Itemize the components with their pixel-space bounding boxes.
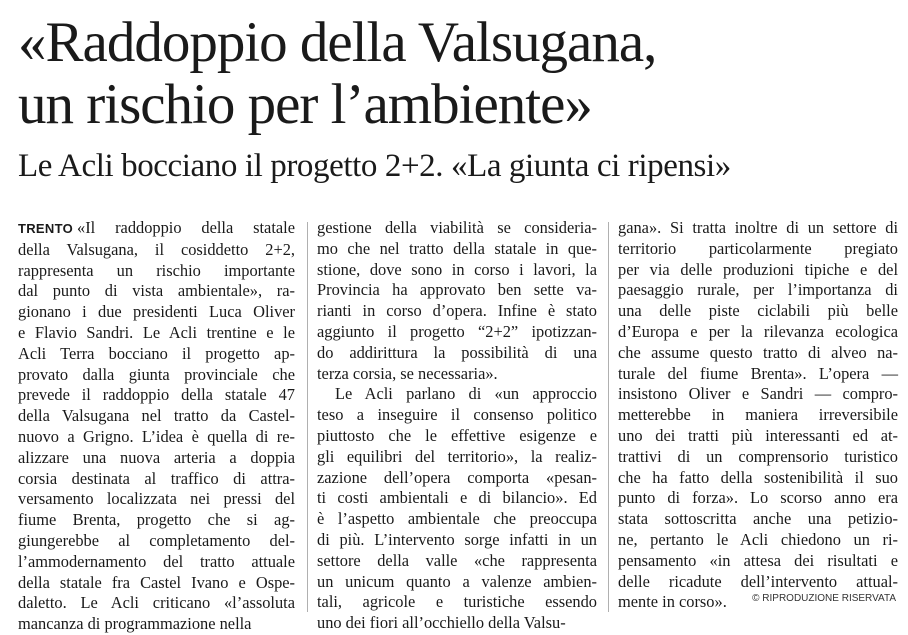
text-line: giungerebbe al completamento del- — [18, 530, 295, 550]
column-divider — [307, 222, 308, 612]
text-line: Provincia ha approvato ben sette va- — [317, 280, 597, 300]
text-line: gli equilibri del territorio», la realiz- — [317, 446, 597, 466]
text-line: provato dalla giunta provinciale che — [18, 364, 295, 384]
text-line: prevede il raddoppio della statale 47 — [18, 385, 295, 405]
text-line: e Flavio Sandri. Le Acli trentine e le — [18, 322, 295, 342]
text-line: gionano i due presidenti Luca Oliver — [18, 302, 295, 322]
text-line: paesaggio rurale, per l’importanza di — [618, 280, 898, 300]
text-line: rappresenta un rischio importante — [18, 260, 295, 280]
text-line: fiume Brenta, progetto che si ag- — [18, 510, 295, 530]
text-line: zazione dell’opera comporta «pesan- — [317, 467, 597, 487]
text-line: di più. L’intervento sorge infatti in un — [317, 529, 597, 549]
text-line: gestione della viabilità se consideria- — [317, 218, 597, 237]
dateline: TRENTO — [18, 221, 74, 236]
text-line: tali, agricole e turistiche essendo — [317, 592, 597, 612]
text-line: versamento localizzata nei pressi del — [18, 489, 295, 509]
text-line — [18, 218, 295, 240]
text-line: turale del fiume Brenta». L’opera — — [618, 363, 898, 383]
copyright-notice: © RIPRODUZIONE RISERVATA — [752, 593, 896, 604]
article-column-2 — [317, 218, 597, 634]
headline-line-2: un rischio per l’ambiente» — [18, 73, 592, 136]
article-column-3 — [618, 218, 898, 613]
text-line: per via delle produzioni tipiche e del — [618, 259, 898, 279]
text-line: territorio particolarmente pregiato — [618, 238, 898, 258]
text-line: do addirittura la possibilità di una — [317, 342, 597, 362]
headline — [18, 12, 898, 136]
text-line: mancanza di programmazione nella — [18, 614, 252, 634]
text-line: Acli Terra bocciano il progetto ap- — [18, 343, 295, 363]
text-line: ti costi ambientali e di bilancio». Ed — [317, 488, 597, 508]
text-line: alizzare una nuova arteria a doppia — [18, 447, 295, 467]
text-line: rianti in corso d’opera. Infine è stato — [317, 301, 597, 321]
text-line: Le Acli parlano di «un approccio — [335, 384, 597, 404]
text-line: stata sottoscritta anche una petizio- — [618, 509, 898, 529]
text-line: della Valsugana nel tratto da Castel- — [18, 406, 295, 426]
text-line: metterebbe in maniera irreversibile — [618, 405, 898, 425]
text-line: una delle piste ciclabili più belle — [618, 301, 898, 321]
text-line: l’ammodernamento del tratto attuale — [18, 551, 295, 571]
text-line: che ha fatto della sostenibilità il suo — [618, 467, 898, 487]
text-line: nuovo a Grigno. L’idea è quella di re- — [18, 426, 295, 446]
text-line-content: «Il raddoppio della statale — [77, 218, 295, 237]
text-line: uno dei tratti più interessanti ed at- — [618, 425, 898, 445]
text-line: insistono Oliver e Sandri — compro- — [618, 384, 898, 404]
text-line: stione, dove sono in corso i lavori, la — [317, 259, 597, 279]
text-line: punto di forza». Lo scorso anno era — [618, 488, 898, 508]
text-line: teso a inseguire il consenso politico — [317, 405, 597, 425]
text-line: piuttosto che le effettive esigenze e — [317, 425, 597, 445]
text-line: d’Europa e per la rilevanza ecologica — [618, 321, 898, 341]
text-line: della Valsugana, il cosiddetto 2+2, — [18, 239, 295, 259]
text-line: aggiunto il progetto “2+2” ipotizzan- — [317, 321, 597, 341]
article-column-1 — [18, 218, 295, 635]
text-line: un unicum quanto a valenze ambien- — [317, 571, 597, 591]
text-line: mo che nel tratto della statale in que- — [317, 238, 597, 258]
text-line: è l’aspetto ambientale che preoccupa — [317, 509, 597, 529]
text-line: terza corsia, se necessaria». — [317, 363, 498, 383]
text-line: uno dei fiori all’occhiello della Valsu- — [317, 613, 566, 633]
text-line: ne, pertanto le Acli chiedono un ri- — [618, 529, 898, 549]
text-line: della statale fra Castel Ivano e Ospe- — [18, 572, 295, 592]
text-line: pensamento «in attesa dei risultati e — [618, 550, 898, 570]
text-line: delle ricadute dell’intervento attual- — [618, 571, 898, 591]
text-line: corsia destinata al traffico di attra- — [18, 468, 295, 488]
text-line: daletto. Le Acli criticano «l’assoluta — [18, 593, 295, 613]
text-line: mente in corso». — [618, 592, 727, 612]
text-line: dal punto di vista ambientale», ra- — [18, 281, 295, 301]
headline-line-1: «Raddoppio della Valsugana, — [18, 11, 657, 74]
text-line: trattivi di un comprensorio turistico — [618, 446, 898, 466]
subheadline: Le Acli bocciano il progetto 2+2. «La giunta ci ripensi» — [18, 148, 731, 184]
text-line: gana». Si tratta inoltre di un settore di — [618, 218, 898, 237]
text-line: settore della valle «che rappresenta — [317, 550, 597, 570]
column-divider — [608, 222, 609, 612]
text-line: che assume questo tratto di alveo na- — [618, 342, 898, 362]
